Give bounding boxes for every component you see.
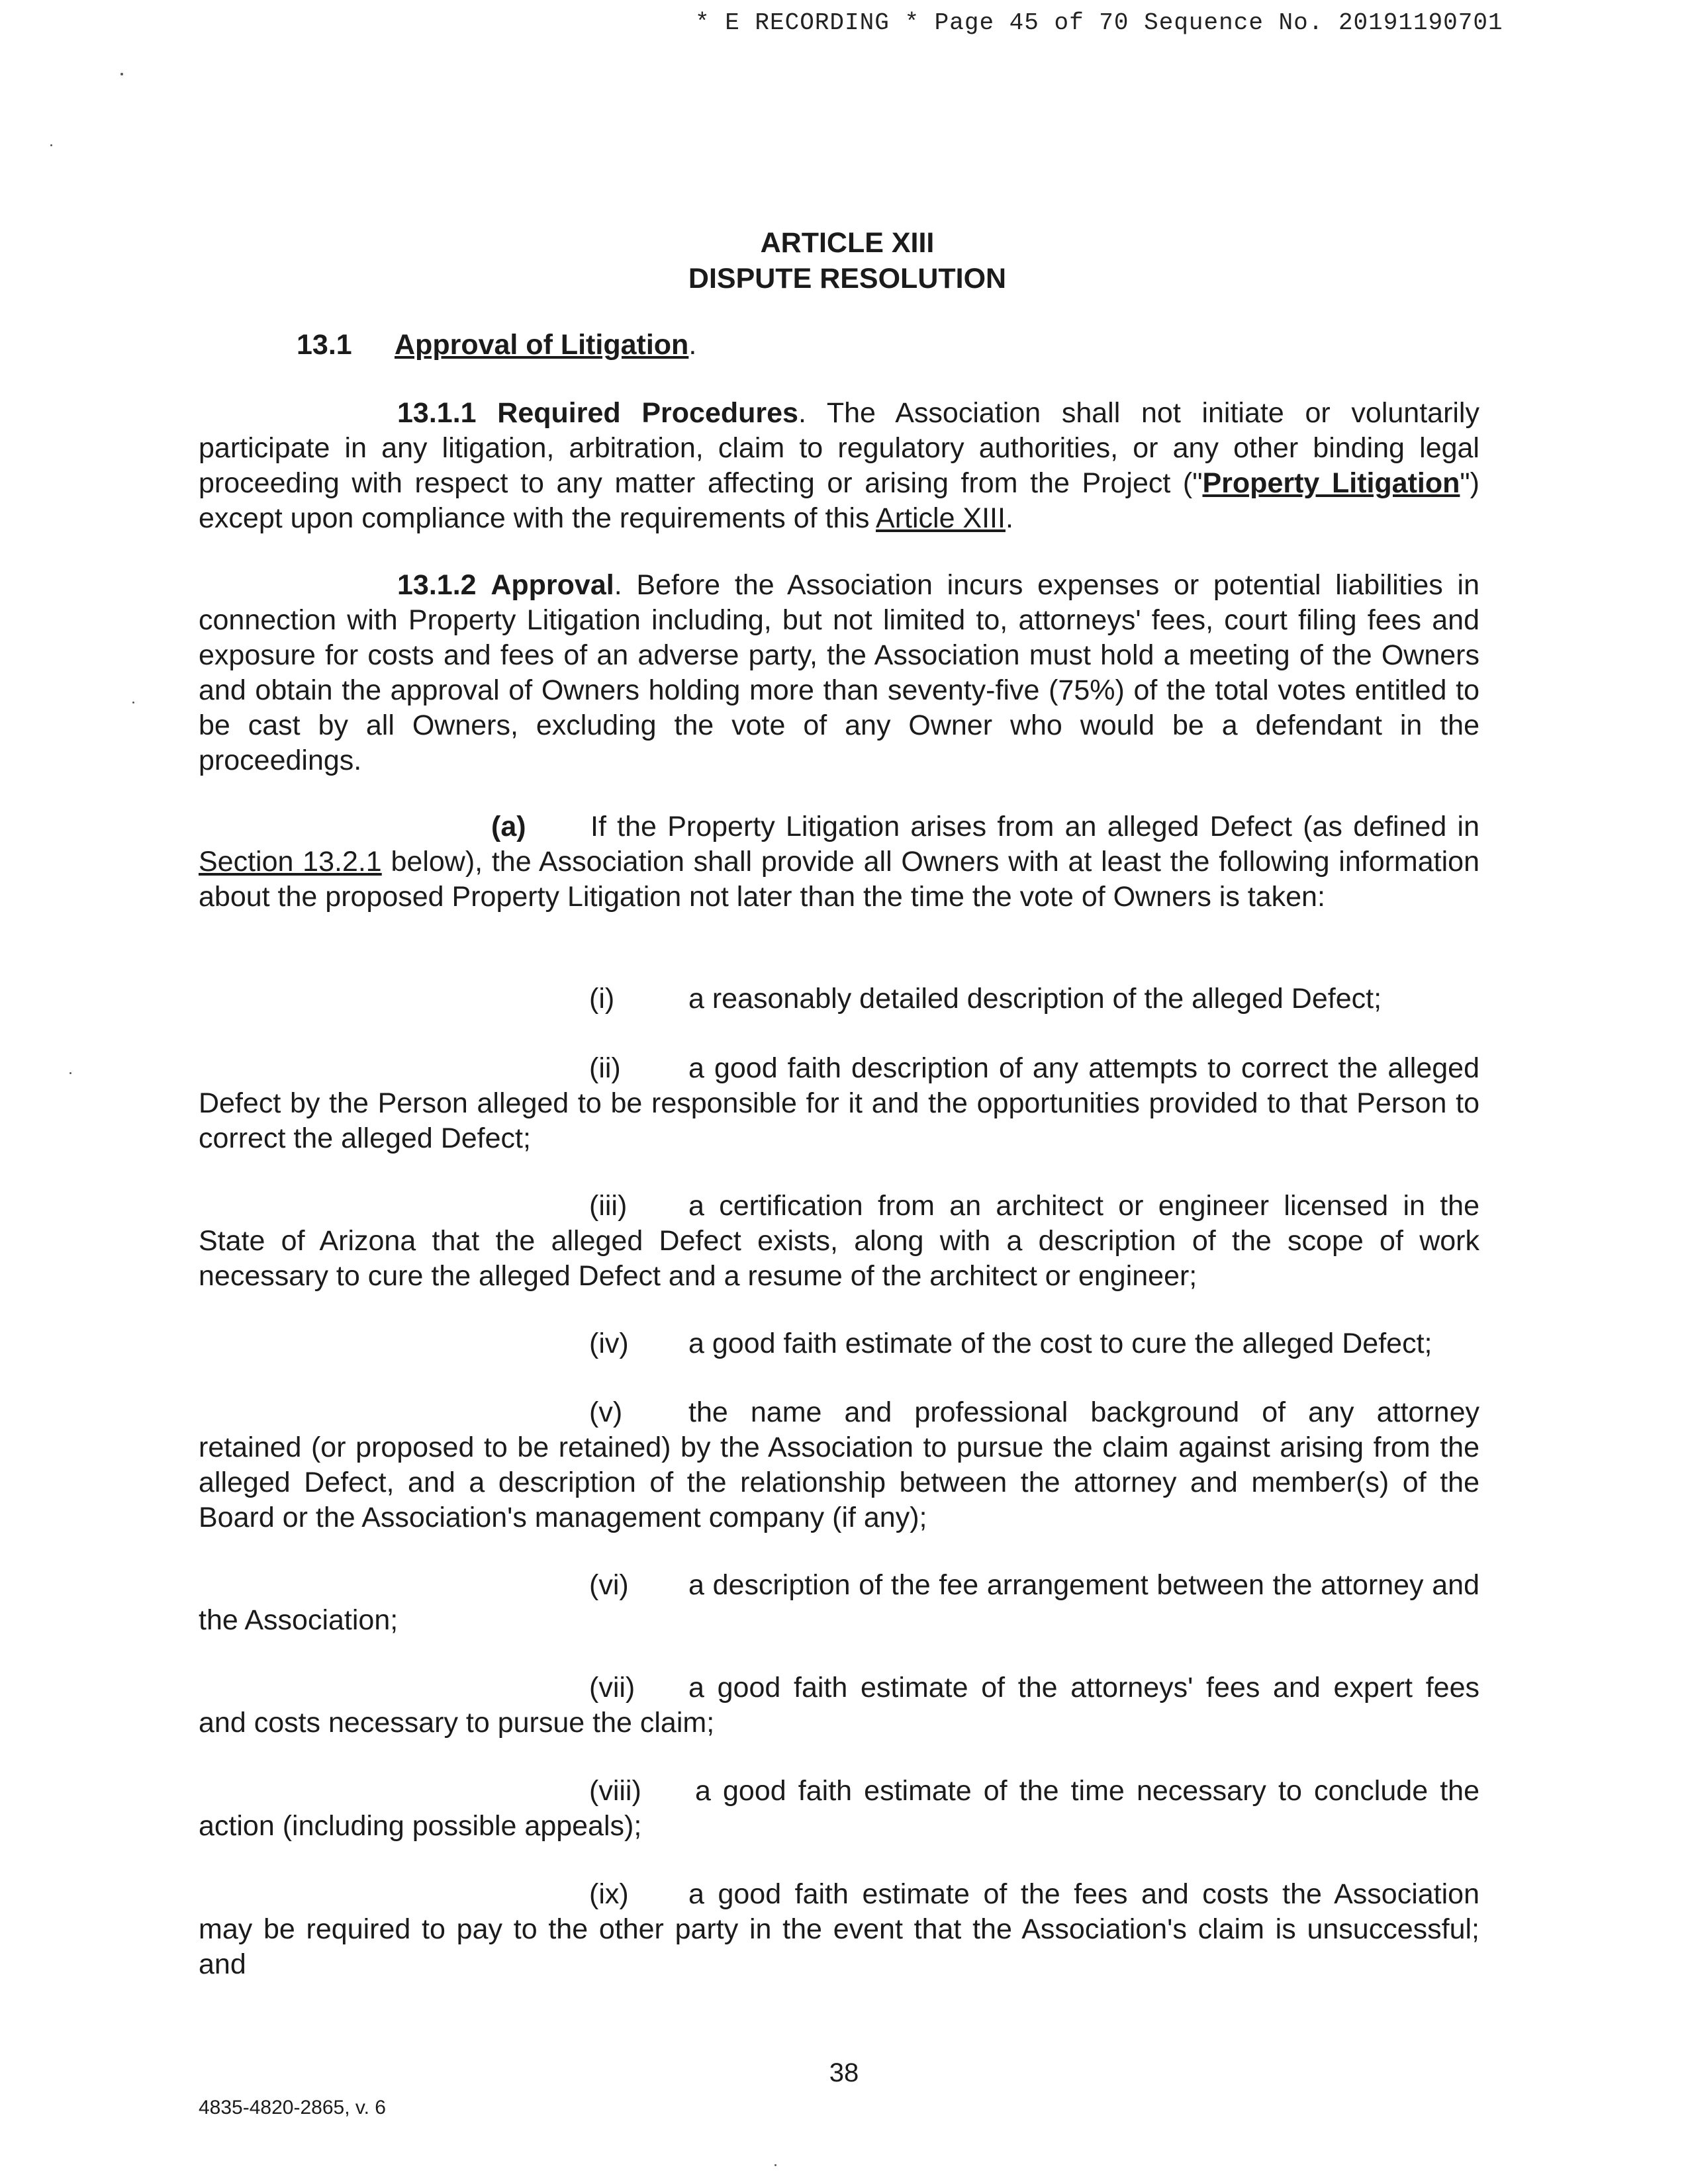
paragraph-heading: Approval [491,569,614,601]
section-number: 13.1 [297,329,352,361]
item-label: (i) [589,983,615,1015]
list-item-ix [199,1877,1479,1982]
defined-term: Property Litigation [1202,467,1460,499]
paragraph-13-1-2 [199,568,1479,778]
item-label: (vi) [589,1569,629,1601]
paragraph-number: 13.1.2 [397,569,477,601]
item-text: a reasonably detailed description of the alleged Defect; [688,983,1382,1015]
list-item-v [199,1395,1479,1535]
paragraph-text: . The Association shall not initiate or voluntarily participate in any litigation, arbitration, claim to regulatory authorities, or any other binding legal proceeding with respect to any matter affecting or arising from the Project (" [199,397,1479,499]
item-text: a good faith estimate of the fees and costs the Association may be required to pay to the other party in the event that the Association's claim is unsuccessful; and [199,1878,1479,1980]
item-label: (iii) [589,1190,628,1222]
page-number: 38 [829,2058,859,2087]
article-heading [0,225,1688,296]
section-13-1-heading [297,328,696,363]
subsection-a [199,809,1479,915]
scan-speck [132,702,134,704]
item-label: (ix) [589,1878,629,1910]
scan-speck [120,73,123,75]
item-label: (viii) [589,1775,641,1807]
list-item-ii [199,1051,1479,1156]
section-title: Approval of Litigation [395,329,689,361]
item-text: a good faith estimate of the attorneys' fees and expert fees and costs necessary to pursue the claim; [199,1672,1479,1739]
paragraph-13-1-1 [199,396,1479,536]
item-label: (v) [589,1396,623,1428]
paragraph-heading: Required Procedures [497,397,798,429]
item-label: (iv) [589,1328,629,1359]
document-id: 4835-4820-2865, v. 6 [199,2097,386,2118]
paragraph-text: . Before the Association incurs expenses or potential liabilities in connection with Property Litigation including, but not limited to, attorneys' fees, court filing fees and exposure for costs and fees of an adverse party, the Association must hold a meeting of the Owners and obtain the approval of Owners holding more than seventy-five (75%) of the total votes entitled to be cast by all Owners, excluding the vote of any Owner who would be a defendant in the proceedings. [199,569,1479,776]
list-item-i [199,981,1479,1017]
item-text: the name and professional background of any attorney retained (or proposed to be retained) by the Association to pursue the claim against arising from the alleged Defect, and a description of the relationship between the attorney and member(s) of the Board or the Association's management company (if any); [199,1396,1479,1533]
article-title: DISPUTE RESOLUTION [688,263,1007,295]
item-label: (vii) [589,1672,635,1704]
recording-stamp: * E RECORDING * Page 45 of 70 Sequence No. 20191190701 [695,9,1503,36]
item-text: a certification from an architect or engineer licensed in the State of Arizona that the alleged Defect exists, along with a description of the scope of work necessary to cure the alleged Defect and a resume of the architect or engineer; [199,1190,1479,1292]
subsection-label: (a) [491,811,526,842]
list-item-iii [199,1189,1479,1294]
paragraph-number: 13.1.1 [397,397,477,429]
item-text: a good faith description of any attempts to correct the alleged Defect by the Person alleged to be responsible for it and the opportunities provided to that Person to correct the alleged Defect; [199,1052,1479,1154]
paragraph-text-cont: ") except upon compliance with the requirements of this [199,467,1479,534]
list-item-vii [199,1670,1479,1741]
section-title-period: . [688,329,697,361]
item-text: a description of the fee arrangement between the attorney and the Association; [199,1569,1479,1636]
list-item-iv [199,1326,1479,1361]
item-text: a good faith estimate of the cost to cure the alleged Defect; [688,1328,1432,1359]
item-label: (ii) [589,1052,621,1084]
subsection-text-cont: below), the Association shall provide all Owners with at least the following information about the proposed Property Litigation not later than the time the vote of Owners is taken: [199,846,1479,913]
list-item-viii [199,1774,1479,1844]
list-item-vi [199,1568,1479,1638]
scan-speck [774,2164,776,2166]
subsection-text: If the Property Litigation arises from an alleged Defect (as defined in [590,811,1479,842]
article-reference: Article XIII [876,502,1006,534]
scan-speck [50,144,52,146]
item-text: a good faith estimate of the time necessary to conclude the action (including possible appeals); [199,1775,1479,1842]
section-reference: Section 13.2.1 [199,846,382,878]
article-number: ARTICLE XIII [760,227,935,259]
paragraph-text-end: . [1005,502,1013,534]
scan-speck [70,1072,71,1074]
